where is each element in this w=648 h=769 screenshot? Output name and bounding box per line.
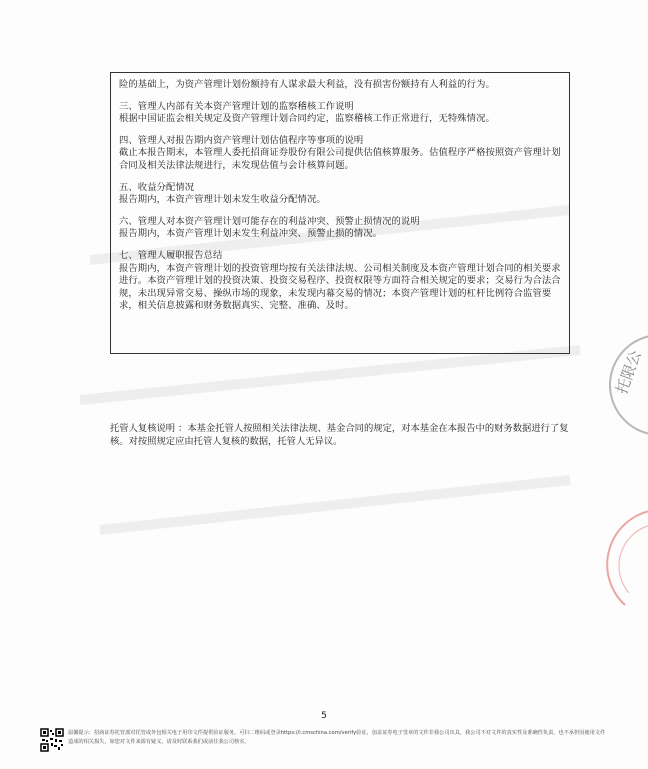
page-number: 5 — [321, 711, 327, 721]
section-5-body: 报告期内，本资产管理计划未发生收益分配情况。 — [119, 194, 326, 206]
svg-text:托限公: 托限公 — [612, 347, 645, 397]
red-stamp-fragment — [585, 505, 648, 615]
section-5-title: 五、收益分配情况 — [119, 181, 195, 193]
verification-footer-note: 温馨提示：招商证券托管部对托管或外包相关电子用印文件提供验证服务，可扫二维码或登录https://i.cmschina.com/verify验证，加盖证券电子签章的文件非我公司出具，我公司不对文件的真实性及准确性负责，也不承担因使用文件造成的相关损失，如您对文件来源有疑义，请及时联系我们或前往我公司核实。 — [68, 730, 606, 745]
continuation-paragraph: 险的基础上，为资产管理计划份额持有人谋求最大利益，没有损害份额持有人利益的行为。 — [119, 79, 495, 90]
company-seal-stamp — [590, 330, 648, 440]
section-4-body: 截止本报告期末，本管理人委托招商证券股份有限公司提供估值核算服务。估值程序严格按照资产管理计划合同及相关法律法规进行，未发现估值与会计核算问题。 — [119, 147, 561, 171]
section-3-title: 三、管理人内部有关本资产管理计划的监察稽核工作说明 — [119, 100, 354, 112]
section-4-title: 四、管理人对报告期内资产管理计划估值程序等事项的说明 — [119, 134, 364, 146]
section-7-body: 报告期内，本资产管理计划的投资管理均按有关法律法规、公司相关制度及本资产管理计划合同的相关要求进行。本资产管理计划的投资决策、投资交易程序、投资权限等方面符合相关规定的要求；交易行为合法合规，未出现异常交易、操纵市场的现象，未发现内幕交易的情况；本资产管理计划的杠杆比例符合监管要求，相关信息披露和财务数据真实、完整、准确、及时。 — [119, 262, 561, 312]
qr-code-icon — [40, 728, 64, 752]
section-3-body: 根据中国证监会相关规定及资产管理计划合同约定，监察稽核工作正常进行，无特殊情况。 — [119, 113, 495, 125]
report-section-box — [110, 72, 570, 354]
section-6-title: 六、管理人对本资产管理计划可能存在的利益冲突、预警止损情况的说明 — [119, 215, 420, 227]
custodian-review-note: 托管人复核说明 ：本基金托管人按照相关法律法规、基金合同的规定，对本基金在本报告中的财务数据进行了复核。对按照规定应由托管人复核的数据，托管人无异议。 — [110, 423, 569, 447]
section-6-body: 报告期内，本资产管理计划未发生利益冲突、预警止损的情况。 — [119, 228, 383, 240]
section-7-title: 七、管理人履职报告总结 — [119, 249, 223, 261]
